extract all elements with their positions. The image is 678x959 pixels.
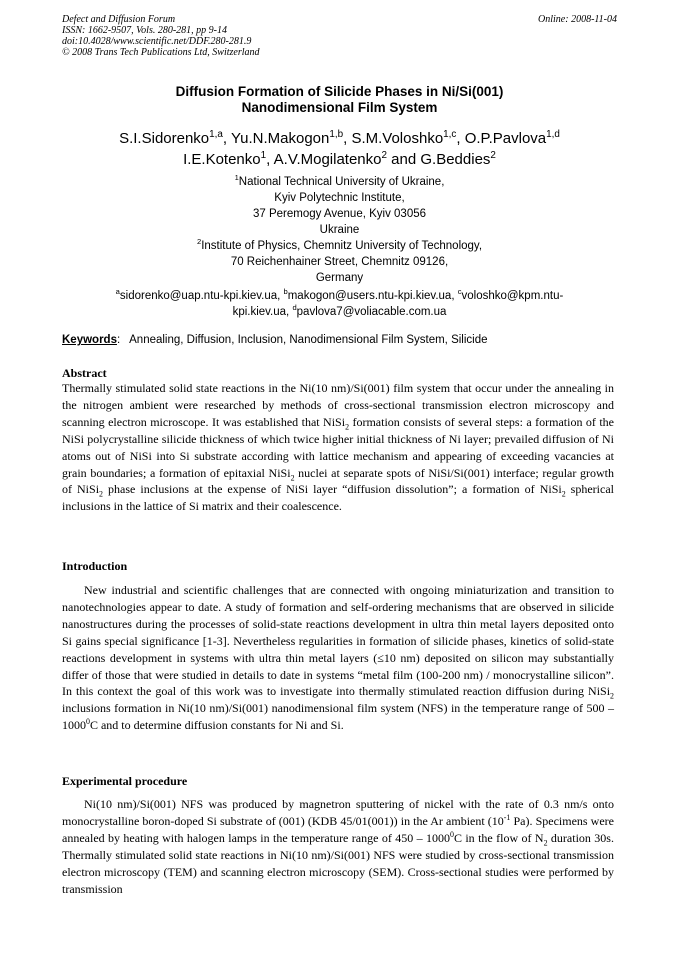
affiliation-2-line-1 [62, 238, 617, 254]
text-run: spherical inclusions in the lattice of Si matrix and their coalescence. [62, 482, 614, 514]
author-separator: , [266, 151, 274, 168]
subscript: 2 [610, 691, 614, 701]
journal-doi: doi:10.4028/www.scientific.net/DDF.280-281.9 [62, 36, 252, 47]
affiliation-1-line-4: Ukraine [319, 224, 360, 236]
journal-copyright: © 2008 Trans Tech Publications Ltd, Switzerland [62, 47, 260, 58]
affiliation-1-line-1 [62, 174, 617, 190]
author-list [62, 128, 617, 170]
affiliation-2 [62, 238, 617, 286]
author-affiliation-mark: 2 [490, 150, 496, 161]
email-link[interactable]: kpi.kiev.ua, [232, 306, 293, 318]
subscript: 2 [290, 472, 295, 482]
superscript: -1 [503, 812, 511, 822]
affiliation-mark: 2 [196, 237, 202, 247]
keywords-label: Keywords [62, 334, 117, 346]
text-run: phase inclusions at the expense of NiSi layer “diffusion dissolution”; a formation of NiSi [102, 482, 562, 497]
email-mark: b [283, 287, 288, 297]
email-link[interactable]: sidorenko@uap.ntu-kpi.kiev.ua, [119, 290, 284, 302]
author-name: O.P.Pavlova [464, 130, 547, 147]
email-link[interactable]: pavlova7@voliacable.com.ua [296, 306, 447, 318]
author-name: S.I.Sidorenko [119, 130, 210, 147]
email-mark: a [115, 287, 120, 297]
affiliation-text: National Technical University of Ukraine, [238, 176, 445, 188]
author-name: G.Beddies [420, 151, 491, 168]
experimental-paragraph [62, 796, 614, 897]
text-run: Ni(10 nm)/Si(001) NFS was produced by magnetron sputtering of nickel with the rate of 0.3 nm/s onto monocrystalline boron-doped Si substrate of (001) (KDB 45/01(001)) in the Ar ambient (10 [62, 797, 614, 828]
email-link[interactable]: makogon@users.ntu-kpi.kiev.ua, [287, 290, 458, 302]
text-run: Pa). Specimens were annealed by heating with halogen lamps in the temperature range of 450 – 1000 [62, 813, 614, 845]
journal-header [62, 14, 617, 58]
author-affiliation-mark: 1,c [443, 129, 457, 140]
author-line-2 [62, 149, 617, 170]
affiliation-mark: 1 [234, 173, 239, 183]
author-affiliation-mark: 1,d [546, 129, 560, 140]
author-line-1 [62, 128, 617, 149]
author-separator: , [343, 130, 352, 147]
text-run: duration 30s. Thermally stimulated solid state reactions in Ni(10 nm)/Si(001) NFS were studied by cross-sectional transmission electron microscopy (TEM) and scanning electron microscopy (SEM). Cross-sectional studies were performed by transmission [62, 830, 614, 896]
affiliation-2-line-2: 70 Reichenhainer Street, Chemnitz 09126, [230, 256, 449, 268]
text-run: nuclei at separate spots of NiSi/Si(001) interface; regular growth of NiSi [62, 465, 615, 497]
keywords-line [62, 333, 617, 348]
email-mark: d [292, 303, 297, 313]
paper-title-line-2: Nanodimensional Film System [241, 100, 438, 115]
affiliation-text: Institute of Physics, Chemnitz University of Technology, [201, 240, 483, 252]
text-run: inclusions formation in Ni(10 nm)/Si(001) nanodimensional film system (NFS) in the temperature range of 500 – 1000 [62, 701, 614, 733]
author-affiliation-mark: 2 [381, 150, 387, 161]
email-mark: c [457, 287, 462, 297]
introduction-heading: Introduction [62, 559, 128, 573]
abstract-paragraph [62, 380, 614, 515]
author-separator: , [456, 130, 465, 147]
author-and: and [387, 151, 421, 168]
email-list [80, 288, 599, 320]
author-name: Yu.N.Makogon [230, 130, 330, 147]
affiliation-1-line-2: Kyiv Polytechnic Institute, [274, 192, 405, 204]
affiliation-1 [62, 174, 617, 238]
keywords-text: Annealing, Diffusion, Inclusion, Nanodimensional Film System, Silicide [129, 334, 488, 346]
author-affiliation-mark: 1 [260, 150, 267, 161]
author-affiliation-mark: 1,a [209, 129, 223, 140]
paper-title-line-1: Diffusion Formation of Silicide Phases in Ni/Si(001) [175, 84, 504, 99]
email-link[interactable]: voloshko@kpm.ntu- [461, 290, 564, 302]
affiliation-2-line-3: Germany [315, 272, 364, 284]
author-name: A.V.Mogilatenko [273, 151, 382, 168]
text-run: C in the flow of N [453, 830, 544, 845]
text-run: formation consists of several steps: a formation of the NiSi polycrystalline silicide thickness of which twice higher initial thickness of Ni layer; prevailed diffusion of Ni atoms out of NiSi into Si substrate according with lattice mechanism and appearing of exceeding vacancies at grain boundaries; a formation of epitaxial NiSi [62, 414, 615, 480]
email-line-2 [80, 304, 599, 320]
journal-name: Defect and Diffusion Forum [62, 14, 176, 25]
author-affiliation-mark: 1,b [329, 129, 344, 140]
subscript: 2 [543, 838, 548, 848]
paper-title [62, 84, 617, 116]
superscript: 0 [86, 717, 90, 727]
subscript: 2 [99, 489, 103, 499]
email-line-1 [80, 288, 599, 304]
abstract-heading: Abstract [62, 366, 107, 380]
subscript: 2 [345, 422, 350, 432]
introduction-paragraph [62, 582, 614, 734]
author-name: I.E.Kotenko [183, 151, 261, 168]
text-run: Thermally stimulated solid state reactions in the Ni(10 nm)/Si(001) film system that occur under the annealing in the nitrogen ambient were researched by methods of cross-sectional transmission electron microscopy and scanning electron microscope. It was established that NiSi [62, 381, 614, 429]
experimental-heading: Experimental procedure [62, 774, 188, 788]
text-run: C and to determine diffusion constants for Ni and Si. [89, 718, 344, 733]
subscript: 2 [561, 489, 566, 499]
keywords-colon: : [116, 334, 121, 346]
online-date: Online: 2008-11-04 [538, 14, 617, 25]
author-separator: , [222, 130, 231, 147]
text-run: New industrial and scientific challenges that are connected with ongoing miniaturization and transition to nanotechnologies appear to date. A study of formation and self-ordering mechanisms that are observed in silicide nanostructures during the processes of solid-state reactions development in ultra thin metal layers deposited onto Si gains special significance [1-3]. Nevertheless regularities in formation of silicide phases, kinetics of solid-state reactions development in systems with ultra thin metal layers (≤10 nm) deposited on silicon may substantially differ of those that were studied in details to date in systems “metal film (100-200 nm) / monocrystalline silicon”. In this context the goal of this work was to investigate into thermally stimulated reaction diffusion during NiSi [62, 583, 614, 699]
affiliation-1-line-3: 37 Peremogy Avenue, Kyiv 03056 [252, 208, 427, 220]
journal-issn: ISSN: 1662-9507, Vols. 280-281, pp 9-14 [62, 25, 227, 36]
superscript: 0 [450, 829, 454, 839]
author-name: S.M.Voloshko [351, 130, 444, 147]
